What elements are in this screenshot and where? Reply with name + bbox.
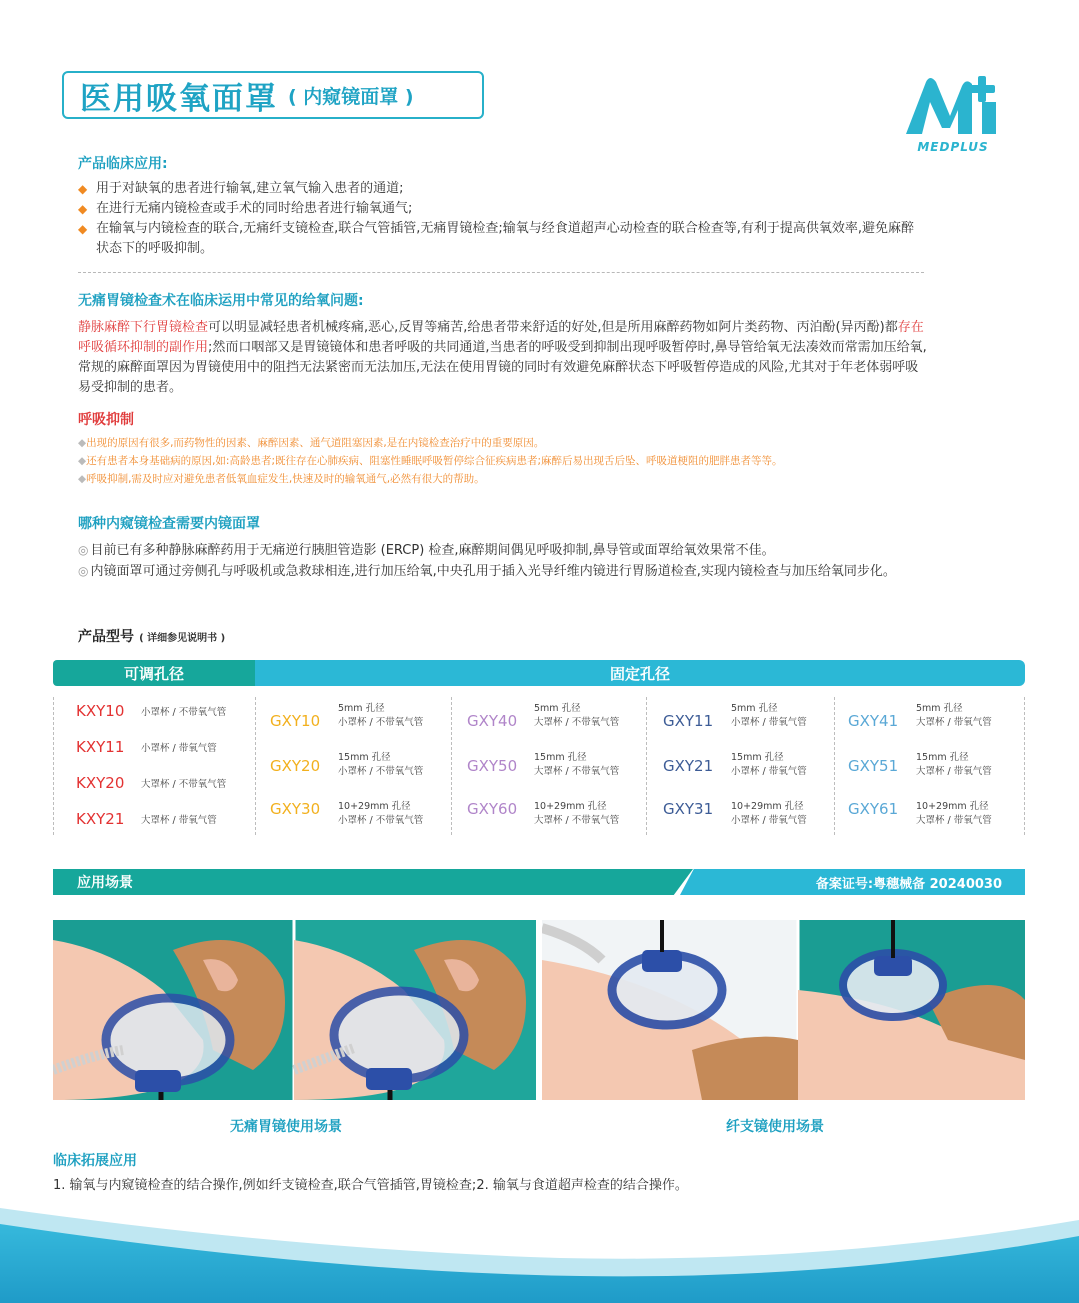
problems-paragraph: 静脉麻醉下行胃镜检查可以明显减轻患者机械疼痛,恶心,反胃等痛苦,给患者带来舒适的好处,但是所用麻醉药物如阿片类药物、丙泊酚(异丙酚)都存在呼吸循环抑制的副作用;然而口咽部又是胃镜镜体和患者呼吸的共同通道,当患者的呼吸受到抑制出现呼吸暂停时,鼻导管给氧无法凑效而常需加压给氧,常规的麻醉面罩因为胃镜使用中的阻挡无法紧密而无法加压,无法在使用胃镜的同时有效避免麻醉状态下呼吸暂停造成的风险,尤其对于年老体弱呼吸易受抑制的患者。	[78, 320, 927, 395]
model-code: GXY50	[467, 757, 518, 775]
model-code: GXY10	[270, 712, 321, 730]
caption-gastroscope: 无痛胃镜使用场景	[230, 1119, 342, 1135]
clinical-heading: 产品临床应用:	[78, 156, 168, 172]
page-title: 医用吸氧面罩	[80, 80, 278, 117]
clinical-bullet-3: ◆ 在输氧与内镜检查的联合,无痛纤支镜检查,联合气管插管,无痛胃镜检查;输氧与经食道超声心动检查的联合检查等,有利于提高供氧效率,避免麻醉状态下的呼吸抑制。	[78, 221, 915, 256]
clinical-bullets	[78, 179, 926, 259]
which-heading: 哪种内窥镜检查需要内镜面罩	[78, 516, 260, 532]
which-lines	[78, 540, 928, 582]
table-divider	[451, 697, 452, 835]
respiratory-heading: 呼吸抑制	[78, 412, 134, 428]
model-desc: 15mm 孔径 小罩杯 / 不带氧气管	[338, 752, 424, 777]
page-subtitle: ( 内窥镜面罩 )	[288, 85, 414, 108]
table-divider	[646, 697, 647, 835]
clinical-bullet-2: ◆ 在进行无痛内镜检查或手术的同时给患者进行输氧通气;	[78, 199, 926, 219]
model-code: GXY31	[663, 800, 714, 818]
table-divider	[255, 697, 256, 835]
model-desc: 5mm 孔径 小罩杯 / 带氧气管	[731, 703, 807, 728]
model-desc: 小罩杯 / 不带氧气管	[141, 707, 227, 718]
extended-text: 1. 输氧与内窥镜检查的结合操作,例如纤支镜检查,联合气管插管,胃镜检查;2. 输氧与食道超声检查的结合操作。	[53, 1178, 688, 1193]
model-desc: 10+29mm 孔径 小罩杯 / 带氧气管	[731, 801, 807, 826]
adjustable-header: 可调孔径	[53, 660, 255, 686]
model-code: GXY60	[467, 800, 518, 818]
scene-title: 应用场景	[77, 875, 133, 891]
medplus-logo-mark	[900, 72, 1006, 142]
model-code: GXY41	[848, 712, 899, 730]
model-desc: 15mm 孔径 小罩杯 / 带氧气管	[731, 752, 807, 777]
model-code: GXY20	[270, 757, 321, 775]
scene-bar-left	[53, 869, 693, 895]
models-heading: 产品型号	[78, 629, 134, 645]
registration-number: 备案证号:粤穗械备 20240030	[815, 877, 1002, 892]
model-code: KXY21	[76, 810, 125, 828]
which-line-2: ◎ 内镜面罩可通过旁侧孔与呼吸机或急救球相连,进行加压给氧,中央孔用于插入光导纤维内镜进行胃肠道检查,实现内镜检查与加压给氧同步化。	[78, 564, 896, 579]
respiratory-line-2: ◆还有患者本身基础病的原因,如:高龄患者;既往存在心肺疾病、阻塞性睡眠呼吸暂停综合征疾病患者;麻醉后易出现舌后坠、呼吸道梗阻的肥胖患者等等。	[78, 455, 783, 467]
model-desc: 5mm 孔径 大罩杯 / 不带氧气管	[534, 703, 620, 728]
model-desc: 大罩杯 / 不带氧气管	[141, 779, 227, 790]
section-divider	[78, 272, 924, 273]
which-line-1: ◎ 目前已有多种静脉麻醉药用于无痛逆行胰胆管造影 (ERCP) 检查,麻醉期间偶见呼吸抑制,鼻导管或面罩给氧效果常不佳。	[78, 543, 775, 558]
gastroscope-scene-illustration	[53, 920, 536, 1100]
diamond-icon: ◆	[78, 202, 88, 216]
model-desc: 5mm 孔径 大罩杯 / 带氧气管	[916, 703, 992, 728]
model-desc: 5mm 孔径 小罩杯 / 不带氧气管	[338, 703, 424, 728]
model-desc: 15mm 孔径 大罩杯 / 不带氧气管	[534, 752, 620, 777]
model-code: GXY40	[467, 712, 518, 730]
model-code: GXY30	[270, 800, 321, 818]
clinical-bullet-1: ◆ 用于对缺氧的患者进行输氧,建立氧气输入患者的通道;	[78, 179, 926, 199]
bottom-wave-decoration	[0, 1180, 1079, 1303]
table-divider	[834, 697, 835, 835]
models-heading-note: ( 详细参见说明书 )	[139, 633, 226, 644]
model-desc: 10+29mm 孔径 大罩杯 / 带氧气管	[916, 801, 992, 826]
model-code: GXY21	[663, 757, 714, 775]
caption-bronchoscope: 纤支镜使用场景	[726, 1119, 824, 1135]
model-code: GXY61	[848, 800, 899, 818]
logo-text: MEDPLUS	[917, 140, 989, 154]
extended-heading: 临床拓展应用	[53, 1153, 137, 1169]
bronchoscope-scene-illustration	[542, 920, 1025, 1100]
diamond-icon: ◆	[78, 182, 88, 196]
table-divider	[1024, 697, 1025, 835]
medplus-logo	[900, 72, 1006, 158]
model-desc: 大罩杯 / 带氧气管	[141, 815, 217, 826]
respiratory-line-3: ◆呼吸抑制,需及时应对避免患者低氧血症发生,快速及时的输氧通气,必然有很大的帮助。	[78, 473, 485, 485]
fixed-header: 固定孔径	[255, 660, 1025, 686]
respiratory-lines	[78, 434, 958, 488]
model-code: KXY10	[76, 702, 125, 720]
table-divider	[53, 697, 54, 835]
model-code: KXY11	[76, 738, 125, 756]
page-title-box	[62, 71, 484, 119]
diamond-icon: ◆	[78, 222, 88, 236]
model-desc: 15mm 孔径 大罩杯 / 带氧气管	[916, 752, 992, 777]
problems-heading: 无痛胃镜检查术在临床运用中常见的给氧问题:	[78, 293, 364, 309]
model-code: KXY20	[76, 774, 125, 792]
model-desc: 10+29mm 孔径 大罩杯 / 不带氧气管	[534, 801, 620, 826]
model-desc: 小罩杯 / 带氧气管	[141, 743, 217, 754]
models-heading-row	[78, 626, 225, 646]
respiratory-line-1: ◆出现的原因有很多,而药物性的因素、麻醉因素、通气道阻塞因素,是在内镜检查治疗中的重要原因。	[78, 437, 545, 449]
model-code: GXY11	[663, 712, 714, 730]
model-desc: 10+29mm 孔径 小罩杯 / 不带氧气管	[338, 801, 424, 826]
model-code: GXY51	[848, 757, 899, 775]
